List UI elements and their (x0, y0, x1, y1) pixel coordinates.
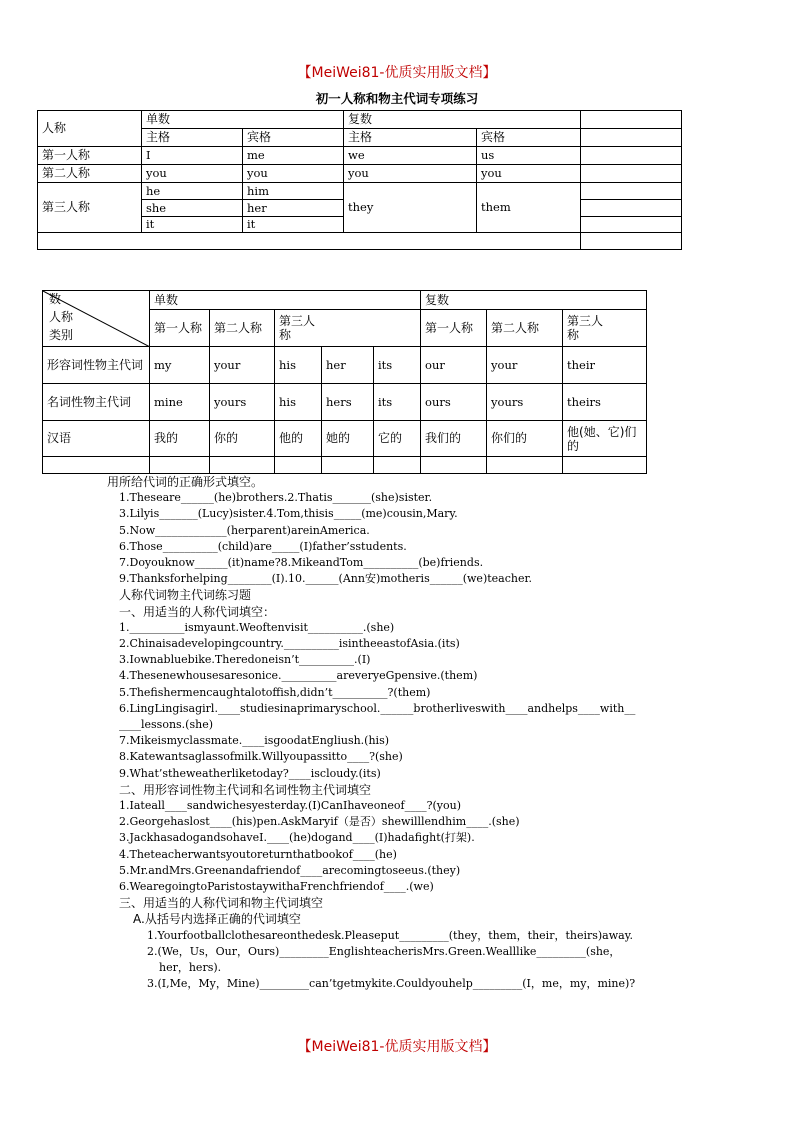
empty-cell (150, 457, 210, 474)
header-third-person: 第三人称 (563, 310, 647, 347)
table-cell: he (142, 183, 243, 200)
table-cell: 她的 (322, 421, 374, 457)
exercise-line: 8.Katewantsaglassofmilk.Willyoupassitto____?(she) (119, 750, 403, 764)
table-cell: 你的 (210, 421, 275, 457)
exercise-line: 3.Lilyis_______(Lucy)sister.4.Tom,thisis_____(me)cousin,Mary. (119, 507, 458, 521)
header-first-person: 第一人称 (421, 310, 487, 347)
header-object: 宾格 (243, 129, 344, 147)
empty-cell (487, 457, 563, 474)
exercise-line: 6.LingLingisagirl.____studiesinaprimaryschool.______brotherliveswith____andhelps____with__ (119, 701, 636, 715)
header-person: 人称 (38, 111, 142, 147)
row-label-third: 第三人称 (38, 183, 142, 233)
exercise-line: 6.WearegoingtoParistostaywithaFrenchfriendof____.(we) (119, 880, 434, 894)
table-cell: you (477, 165, 581, 183)
exercise-line: 9.What’stheweatherliketoday?____iscloudy.(its) (119, 766, 381, 780)
empty-cell (581, 200, 682, 217)
table-cell: his (275, 384, 322, 421)
empty-cell (374, 457, 421, 474)
table-cell: them (477, 183, 581, 233)
empty-cell (43, 457, 150, 474)
exercise-line: 4.Theteacherwantsyoutoreturnthatbookof____(he) (119, 847, 397, 861)
table-cell: we (344, 147, 477, 165)
row-label-chinese: 汉语 (43, 421, 150, 457)
table-cell: his (275, 347, 322, 384)
empty-cell (275, 457, 322, 474)
table-cell: their (563, 347, 647, 384)
table-cell: 你们的 (487, 421, 563, 457)
exercise-line: 3.JackhasadogandsohaveI.____(he)dogand____(I)hadafight(打架). (119, 831, 475, 845)
table-cell: it (142, 217, 243, 233)
diag-label-number: 数 (49, 292, 62, 306)
header-subject: 主格 (142, 129, 243, 147)
table-cell: they (344, 183, 477, 233)
header-subject: 主格 (344, 129, 477, 147)
exercise-line: 2.Georgehaslost____(his)pen.AskMaryif（是否）shewilllendhim____.(she) (119, 815, 520, 829)
empty-cell (581, 111, 682, 129)
section-heading: A.从括号内选择正确的代词填空 (133, 912, 301, 927)
table-cell: she (142, 200, 243, 217)
table-cell: its (374, 347, 421, 384)
table-cell: your (210, 347, 275, 384)
table-cell: her (322, 347, 374, 384)
empty-cell (581, 217, 682, 233)
row-label-adjective-possessive: 形容词性物主代词 (43, 347, 150, 384)
exercise-line: 2.(We，Us，Our，Ours)_________EnglishteacherisMrs.Green.Wealllike_________(she， (147, 944, 621, 958)
empty-row (38, 233, 581, 250)
table-cell: your (487, 347, 563, 384)
empty-cell (581, 147, 682, 165)
empty-cell (563, 457, 647, 474)
table-cell: you (243, 165, 344, 183)
table-cell: me (243, 147, 344, 165)
table-cell: my (150, 347, 210, 384)
exercise-line: 1.Iateall____sandwichesyesterday.(I)CanIhaveoneof____?(you) (119, 799, 462, 813)
table-cell: 他的 (275, 421, 322, 457)
diag-label-category: 类别 (49, 328, 74, 342)
page-header: 【MeiWei81-优质实用版文档】 (297, 65, 497, 81)
section-heading: 二、用形容词性物主代词和名词性物主代词填空 (119, 782, 372, 797)
exercise-line: 7.Mikeismyclassmate.____isgoodatEngliush.(his) (119, 734, 390, 748)
section-heading: 一、用适当的人称代词填空： (119, 604, 276, 619)
empty-cell (322, 457, 374, 474)
header-object: 宾格 (477, 129, 581, 147)
table-cell: 我的 (150, 421, 210, 457)
empty-cell (581, 165, 682, 183)
table-cell: 他(她、它)们的 (563, 421, 647, 457)
exercise-line: 1.__________ismyaunt.Weoftenvisit__________.(she) (119, 620, 395, 634)
exercise-line: 4.Thesenewhousesaresonice.__________areveryeGpensive.(them) (119, 669, 478, 683)
table-cell: mine (150, 384, 210, 421)
exercise-line: her，hers). (159, 961, 222, 975)
table-cell: yours (487, 384, 563, 421)
table-cell: yours (210, 384, 275, 421)
header-second-person: 第二人称 (487, 310, 563, 347)
table-cell: her (243, 200, 344, 217)
table-cell: hers (322, 384, 374, 421)
table-cell: him (243, 183, 344, 200)
exercise-line: 3.(I,Me，My，Mine)_________can’tgetmykite.Couldyouhelp_________(I，me，my，mine)? (147, 977, 636, 991)
table-cell: you (142, 165, 243, 183)
row-label-second: 第二人称 (38, 165, 142, 183)
section-heading: 用所给代词的正确形式填空。 (107, 475, 264, 489)
table-cell: our (421, 347, 487, 384)
exercise-line: ____lessons.(she) (119, 718, 213, 732)
table-cell: it (243, 217, 344, 233)
header-third-person: 第三人称 (275, 310, 421, 347)
exercise-content (107, 474, 677, 993)
exercise-line: 9.Thanksforhelping________(I).10.______(Ann安)motheris______(we)teacher. (119, 572, 533, 586)
exercise-line: 6.Those__________(child)are_____(I)father’sstudents. (119, 539, 407, 553)
empty-cell (210, 457, 275, 474)
diagonal-header-cell (43, 291, 150, 347)
table-cell: 它的 (374, 421, 421, 457)
exercise-line: 1.Yourfootballclothesareonthedesk.Pleaseput_________(they，them，their，theirs)away. (147, 928, 633, 942)
header-first-person: 第一人称 (150, 310, 210, 347)
possessive-pronoun-table (42, 290, 647, 474)
table-cell: you (344, 165, 477, 183)
empty-cell (421, 457, 487, 474)
exercise-line: 1.Theseare______(he)brothers.2.Thatis_______(she)sister. (119, 491, 433, 505)
table-cell: theirs (563, 384, 647, 421)
table-cell: 我们的 (421, 421, 487, 457)
diag-label-person: 人称 (49, 310, 74, 324)
table-cell: its (374, 384, 421, 421)
document-title: 初一人称和物主代词专项练习 (315, 91, 479, 106)
row-label-noun-possessive: 名词性物主代词 (43, 384, 150, 421)
table-cell: ours (421, 384, 487, 421)
section-heading: 人称代词物主代词练习题 (119, 588, 252, 603)
empty-cell (581, 183, 682, 200)
header-second-person: 第二人称 (210, 310, 275, 347)
header-plural: 复数 (344, 111, 581, 129)
section-heading: 三、用适当的人称代词和物主代词填空 (119, 896, 324, 911)
personal-pronoun-table (37, 110, 682, 250)
exercise-line: 7.Doyouknow______(it)name?8.MikeandTom__________(be)friends. (119, 556, 484, 570)
exercise-line: 2.Chinaisadevelopingcountry.__________isintheeastofAsia.(its) (119, 637, 460, 651)
empty-cell (581, 129, 682, 147)
exercise-line: 5.Thefishermencaughtalotoffish,didn’t__________?(them) (119, 685, 431, 699)
header-singular: 单数 (142, 111, 344, 129)
row-label-first: 第一人称 (38, 147, 142, 165)
header-singular: 单数 (150, 291, 421, 310)
exercise-line: 3.Iownabluebike.Theredoneisn’t__________.(I) (119, 653, 371, 667)
empty-cell (581, 233, 682, 250)
page-footer: 【MeiWei81-优质实用版文档】 (297, 1039, 497, 1055)
table-cell: I (142, 147, 243, 165)
exercise-line: 5.Now_____________(herparent)areinAmerica. (119, 523, 370, 537)
header-plural: 复数 (421, 291, 647, 310)
exercise-line: 5.Mr.andMrs.Greenandafriendof____arecomingtoseeus.(they) (119, 863, 461, 877)
table-cell: us (477, 147, 581, 165)
